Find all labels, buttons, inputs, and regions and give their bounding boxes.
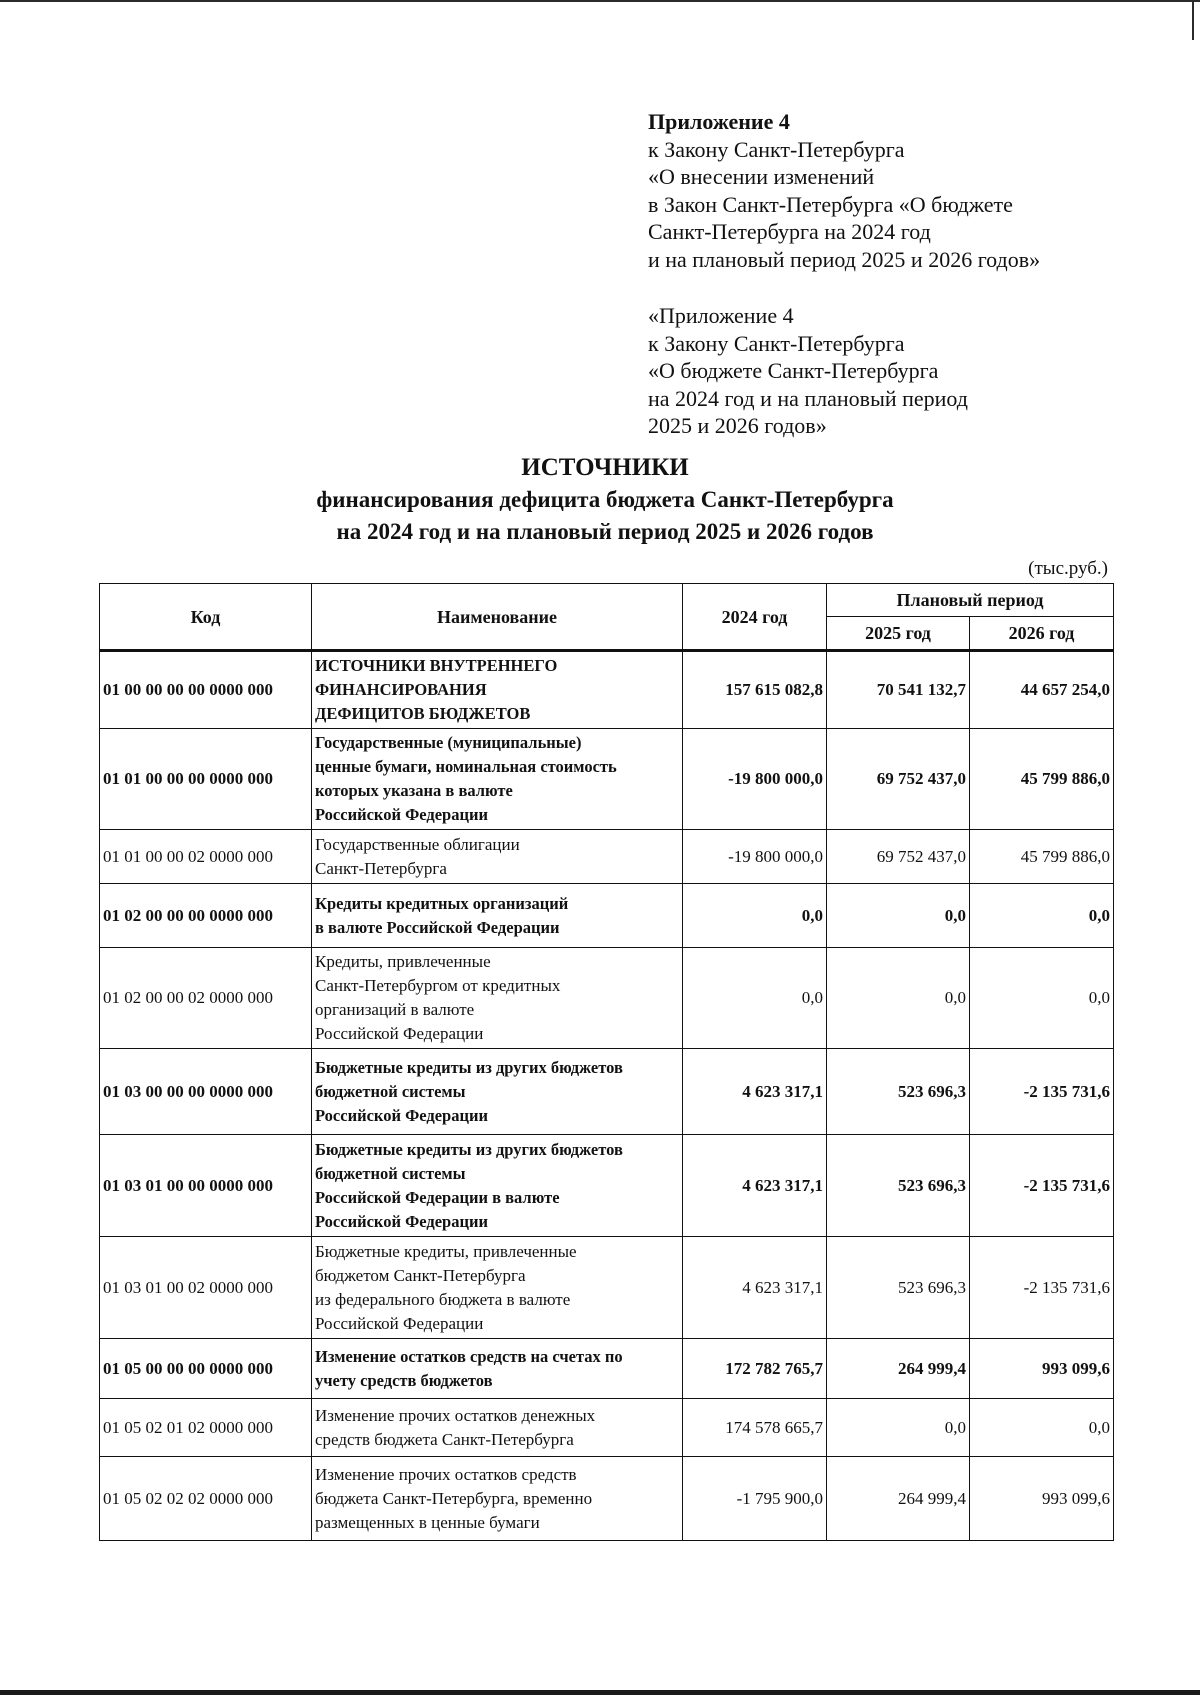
row-value-y2024: -19 800 000,0: [683, 830, 827, 884]
row-value-y2024: -1 795 900,0: [683, 1457, 827, 1541]
row-value-y2024: 4 623 317,1: [683, 1237, 827, 1339]
row-value-y2024: -19 800 000,0: [683, 729, 827, 830]
row-value-y2026: 0,0: [970, 948, 1114, 1049]
row-name-line: Санкт-Петербургом от кредитных: [315, 976, 561, 995]
row-name-line: Российской Федерации: [315, 1105, 488, 1125]
row-value-y2026: -2 135 731,6: [970, 1049, 1114, 1135]
header-code: Код: [100, 584, 312, 651]
annex-original-line: «О бюджете Санкт-Петербурга: [648, 358, 939, 383]
row-name-line: Государственные (муниципальные): [315, 733, 582, 752]
row-name-line: бюджетной системы: [315, 1163, 466, 1183]
row-name-line: средств бюджета Санкт-Петербурга: [315, 1429, 574, 1449]
row-name-line: ИСТОЧНИКИ ВНУТРЕННЕГО: [315, 656, 558, 675]
row-name-line: ФИНАНСИРОВАНИЯ: [315, 680, 487, 699]
row-name: [312, 651, 683, 729]
row-value-y2025: 0,0: [827, 948, 970, 1049]
annex-amendment-line: и на плановый период 2025 и 2026 годов»: [648, 246, 1041, 272]
row-name-line: Бюджетные кредиты из других бюджетов: [315, 1057, 623, 1077]
table-row: [100, 830, 1114, 884]
table-row: [100, 1339, 1114, 1399]
heading-line-2: финансирования дефицита бюджета Санкт-Петербурга: [316, 487, 894, 512]
annex-amendment-line: в Закон Санкт-Петербурга «О бюджете: [648, 191, 1013, 217]
row-code: 01 03 01 00 02 0000 000: [100, 1237, 312, 1339]
row-value-y2025: 0,0: [827, 884, 970, 948]
table-row: [100, 884, 1114, 948]
table-row: [100, 729, 1114, 830]
row-code: 01 03 00 00 00 0000 000: [100, 1049, 312, 1135]
row-value-y2025: 264 999,4: [827, 1457, 970, 1541]
row-code: 01 05 02 01 02 0000 000: [100, 1399, 312, 1457]
row-name-line: Изменение остатков средств на счетах по: [315, 1346, 623, 1366]
row-name: [312, 948, 683, 1049]
row-name-line: ДЕФИЦИТОВ БЮДЖЕТОВ: [315, 704, 531, 723]
row-value-y2025: 69 752 437,0: [827, 830, 970, 884]
header-planned-period: Плановый период: [827, 584, 1114, 617]
row-value-y2024: 4 623 317,1: [683, 1135, 827, 1237]
table-row: [100, 1237, 1114, 1339]
row-code: 01 00 00 00 00 0000 000: [100, 651, 312, 729]
header-name: Наименование: [312, 584, 683, 651]
row-name-line: Санкт-Петербурга: [315, 858, 447, 878]
header-2024: 2024 год: [683, 584, 827, 651]
row-name: [312, 830, 683, 884]
row-name: [312, 1457, 683, 1541]
row-name-line: которых указана в валюте: [315, 781, 513, 800]
row-code: 01 02 00 00 02 0000 000: [100, 948, 312, 1049]
table-row: [100, 1399, 1114, 1457]
row-code: 01 01 00 00 02 0000 000: [100, 830, 312, 884]
row-value-y2024: 0,0: [683, 948, 827, 1049]
row-name-line: бюджета Санкт-Петербурга, временно: [315, 1488, 593, 1508]
row-value-y2025: 523 696,3: [827, 1135, 970, 1237]
row-value-y2025: 523 696,3: [827, 1049, 970, 1135]
row-name-line: Российской Федерации: [315, 1211, 488, 1231]
row-name-line: размещенных в ценные бумаги: [315, 1512, 540, 1532]
row-value-y2024: 157 615 082,8: [683, 651, 827, 729]
row-name-line: Российской Федерации в валюте: [315, 1187, 560, 1207]
row-name: [312, 729, 683, 830]
row-value-y2025: 264 999,4: [827, 1339, 970, 1399]
header-2025: 2025 год: [827, 617, 970, 651]
row-code: 01 03 01 00 00 0000 000: [100, 1135, 312, 1237]
row-value-y2025: 69 752 437,0: [827, 729, 970, 830]
row-name-line: Изменение прочих остатков денежных: [315, 1405, 596, 1425]
table-row: [100, 1457, 1114, 1541]
header-2026: 2026 год: [970, 617, 1114, 651]
row-name: [312, 1049, 683, 1135]
row-name: [312, 1399, 683, 1457]
row-value-y2026: 45 799 886,0: [970, 830, 1114, 884]
row-value-y2025: 70 541 132,7: [827, 651, 970, 729]
heading-line-3: на 2024 год и на плановый период 2025 и 2026 годов: [336, 519, 874, 544]
annex-original-line: 2025 и 2026 годов»: [648, 413, 827, 438]
row-value-y2025: 0,0: [827, 1399, 970, 1457]
table-row: [100, 651, 1114, 729]
row-name-line: Изменение прочих остатков средств: [315, 1464, 577, 1484]
row-value-y2024: 172 782 765,7: [683, 1339, 827, 1399]
row-code: 01 05 02 02 02 0000 000: [100, 1457, 312, 1541]
row-name-line: бюджетной системы: [315, 1081, 466, 1101]
annex-amendment-line: к Закону Санкт-Петербурга: [648, 136, 905, 162]
row-code: 01 01 00 00 00 0000 000: [100, 729, 312, 830]
row-name-line: Кредиты кредитных организаций: [315, 893, 569, 913]
annex-original-line: на 2024 год и на плановый период: [648, 385, 968, 411]
row-name: [312, 1339, 683, 1399]
row-value-y2026: 993 099,6: [970, 1339, 1114, 1399]
annex-original-title: «Приложение 4: [648, 303, 794, 328]
row-name: [312, 1135, 683, 1237]
row-value-y2026: -2 135 731,6: [970, 1237, 1114, 1339]
row-name-line: учету средств бюджетов: [315, 1370, 493, 1390]
table-row: [100, 948, 1114, 1049]
annex-amendment-line: «О внесении изменений: [648, 164, 875, 189]
row-name-line: ценные бумаги, номинальная стоимость: [315, 757, 617, 776]
row-value-y2026: 45 799 886,0: [970, 729, 1114, 830]
row-name: [312, 884, 683, 948]
row-value-y2024: 0,0: [683, 884, 827, 948]
row-name-line: Российской Федерации: [315, 1313, 484, 1333]
row-code: 01 02 00 00 00 0000 000: [100, 884, 312, 948]
row-value-y2026: 0,0: [970, 1399, 1114, 1457]
row-name-line: бюджетом Санкт-Петербурга: [315, 1265, 526, 1285]
row-value-y2025: 523 696,3: [827, 1237, 970, 1339]
row-name-line: организаций в валюте: [315, 1000, 475, 1019]
scan-edge-right: [1192, 0, 1194, 40]
heading-line-1: ИСТОЧНИКИ: [521, 454, 689, 481]
row-name-line: Российской Федерации: [315, 805, 488, 824]
row-value-y2026: -2 135 731,6: [970, 1135, 1114, 1237]
row-name-line: в валюте Российской Федерации: [315, 917, 560, 937]
units-label: (тыс.руб.): [1028, 558, 1108, 579]
annex-amendment-block: [648, 108, 1040, 273]
row-value-y2026: 44 657 254,0: [970, 651, 1114, 729]
table-body: [100, 651, 1114, 1541]
scan-edge-top: [0, 0, 1200, 2]
annex-amendment-line: Санкт-Петербурга на 2024 год: [648, 219, 931, 244]
row-name-line: Российской Федерации: [315, 1024, 484, 1043]
row-name: [312, 1237, 683, 1339]
row-code: 01 05 00 00 00 0000 000: [100, 1339, 312, 1399]
row-value-y2026: 993 099,6: [970, 1457, 1114, 1541]
annex-original-block: [648, 302, 968, 440]
row-name-line: Государственные облигации: [315, 834, 520, 854]
financing-sources-table: [99, 583, 1114, 1541]
table-row: [100, 1049, 1114, 1135]
scan-edge-bottom: [0, 1690, 1200, 1695]
row-name-line: Бюджетные кредиты, привлеченные: [315, 1241, 577, 1261]
row-name-line: Бюджетные кредиты из других бюджетов: [315, 1139, 623, 1159]
annex-amendment-title: Приложение 4: [648, 109, 790, 134]
row-name-line: Кредиты, привлеченные: [315, 952, 491, 971]
row-value-y2024: 4 623 317,1: [683, 1049, 827, 1135]
annex-original-line: к Закону Санкт-Петербурга: [648, 330, 905, 356]
row-value-y2024: 174 578 665,7: [683, 1399, 827, 1457]
document-heading: [0, 452, 1200, 548]
row-name-line: из федерального бюджета в валюте: [315, 1289, 571, 1309]
table-row: [100, 1135, 1114, 1237]
row-value-y2026: 0,0: [970, 884, 1114, 948]
